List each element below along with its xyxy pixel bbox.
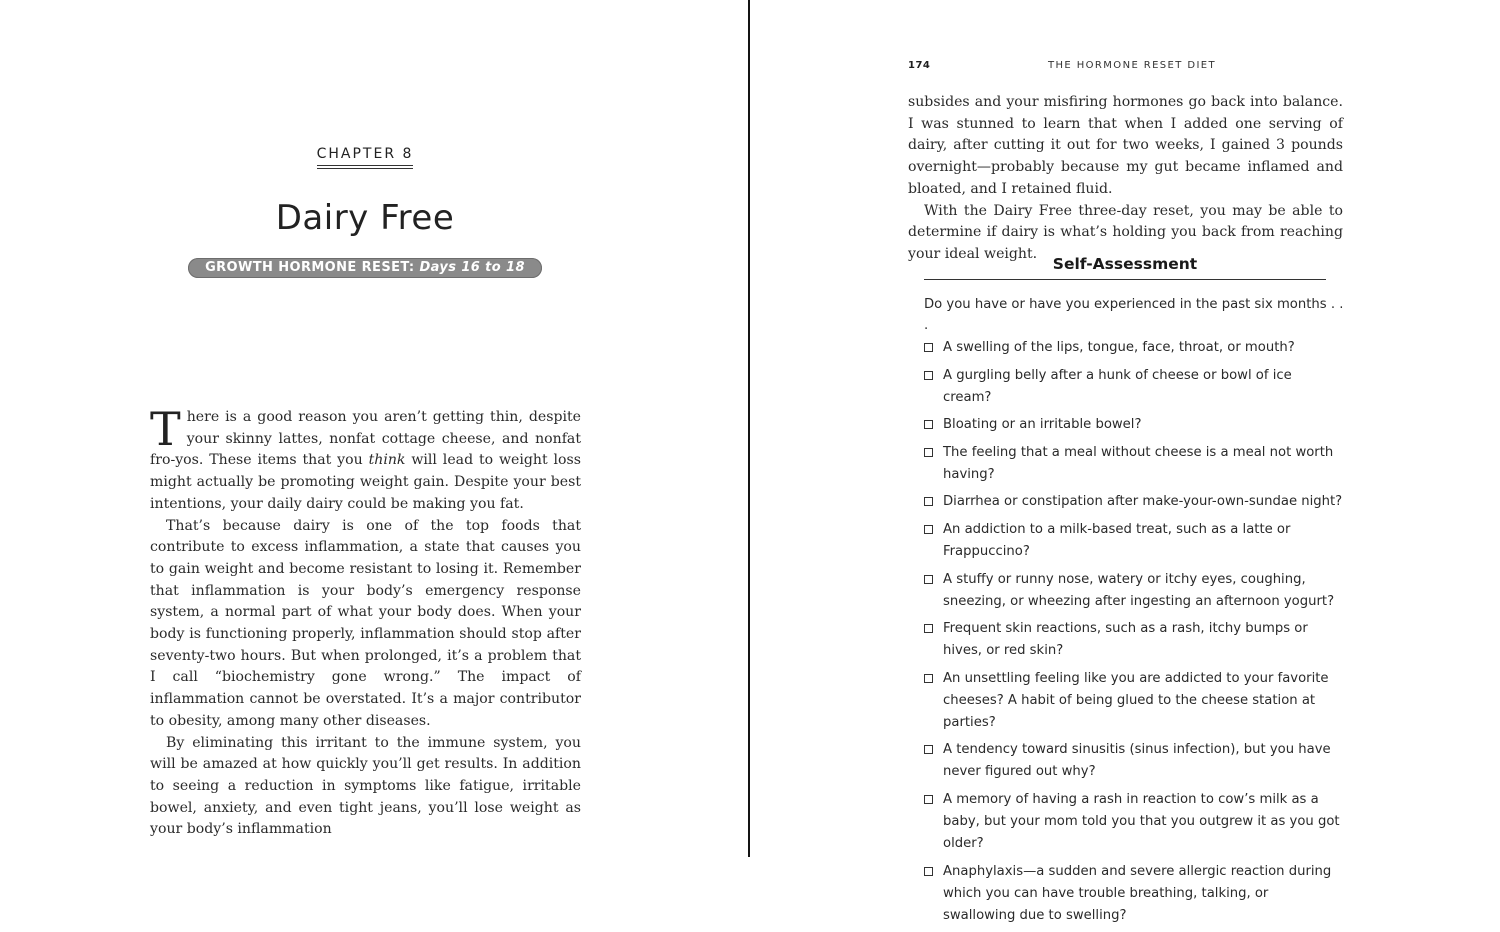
checklist-item-text: A tendency toward sinusitis (sinus infection), but you have never figured out why? xyxy=(943,742,1331,780)
checkbox-icon[interactable] xyxy=(924,745,933,754)
chapter-title: Dairy Free xyxy=(275,198,455,238)
reset-banner xyxy=(188,258,542,278)
checklist-item-text: An addiction to a milk-based treat, such as a latte or Frappuccino? xyxy=(943,521,1291,559)
checkbox-icon[interactable] xyxy=(924,867,933,876)
running-head xyxy=(908,60,1343,74)
chapter-label xyxy=(150,146,580,169)
right-body-text xyxy=(908,92,1343,266)
paragraph-1-text-a: here is a good reason you aren’t getting thin, despite your skinny lattes, nonfat cottage cheese, and nonfat fro-yos. These items that you xyxy=(150,409,581,469)
checklist-item xyxy=(924,365,1344,409)
checkbox-icon[interactable] xyxy=(924,575,933,584)
self-assessment-title: Self-Assessment xyxy=(924,255,1326,280)
checklist-item-text: A stuffy or runny nose, watery or itchy eyes, coughing, sneezing, or wheezing after ingesting an afternoon yogurt? xyxy=(943,571,1335,609)
checklist-item-text: A swelling of the lips, tongue, face, throat, or mouth? xyxy=(943,340,1295,355)
checkbox-icon[interactable] xyxy=(924,371,933,380)
right-paragraph-1: subsides and your misfiring hormones go back into balance. I was stunned to learn that when I added one serving of dairy, after cutting it out for two weeks, I gained 3 pounds overnight—probably because my gut became inflamed and bloated, and I retained fluid. xyxy=(908,94,1343,197)
checkbox-icon[interactable] xyxy=(924,420,933,429)
self-assessment xyxy=(924,255,1344,932)
page-gutter xyxy=(748,0,750,857)
checklist-item xyxy=(924,337,1344,359)
drop-cap: T xyxy=(150,402,181,456)
right-paragraph-2: With the Dairy Free three-day reset, you may be able to determine if dairy is what’s holding you back from reaching your ideal weight. xyxy=(908,202,1343,262)
checkbox-icon[interactable] xyxy=(924,448,933,457)
checklist-item-text: Bloating or an irritable bowel? xyxy=(943,417,1142,433)
reset-banner-days: Days 16 to 18 xyxy=(419,260,525,275)
checklist-item xyxy=(924,739,1344,783)
left-paragraph-2: That’s because dairy is one of the top foods that contribute to excess inflammation, a state that causes you to gain weight and become resistant to losing it. Remember that inflammation is your body’s emergency response system, a normal part of what your body does. When your body is functioning properly, inflammation should stop after seventy-two hours. But when prolonged, it’s a problem that I call “biochemistry gone wrong.” The impact of inflammation cannot be overstated. It’s a major contributor to obesity, among many other diseases. xyxy=(150,517,581,729)
checklist-item xyxy=(924,569,1344,613)
checklist-item-text: Frequent skin reactions, such as a rash, itchy bumps or hives, or red skin? xyxy=(943,621,1308,659)
checkbox-icon[interactable] xyxy=(924,343,933,352)
checklist-item xyxy=(924,519,1344,563)
reset-banner-prefix: GROWTH HORMONE RESET: xyxy=(205,260,415,275)
paragraph-1-italic: think xyxy=(368,452,406,469)
checklist xyxy=(924,337,1344,927)
left-paragraph-3: By eliminating this irritant to the immune system, you will be amazed at how quickly you’ll get results. In addition to seeing a reduction in symptoms like fatigue, irritable bowel, anxiety, and even tight jeans, you’ll lose weight as your body’s inflammation xyxy=(150,734,581,838)
checklist-item-text: An unsettling feeling like you are addicted to your favorite cheeses? A habit of being glued to the cheese station at parties? xyxy=(943,670,1329,730)
checklist-item xyxy=(924,491,1344,513)
checklist-item xyxy=(924,668,1344,734)
chapter-label-text: CHAPTER 8 xyxy=(317,146,414,169)
checklist-item-text: The feeling that a meal without cheese is a meal not worth having? xyxy=(943,444,1334,482)
left-body-text xyxy=(150,402,582,841)
checklist-item xyxy=(924,414,1344,436)
left-paragraph-1 xyxy=(150,402,582,516)
page-number: 174 xyxy=(908,60,931,71)
checklist-item xyxy=(924,789,1344,855)
checkbox-icon[interactable] xyxy=(924,624,933,633)
checklist-item xyxy=(924,861,1344,927)
checklist-item xyxy=(924,442,1344,486)
checkbox-icon[interactable] xyxy=(924,674,933,683)
checkbox-icon[interactable] xyxy=(924,525,933,534)
checklist-item-text: Anaphylaxis—a sudden and severe allergic reaction during which you can have trouble breathing, talking, or swallowing due to swelling? xyxy=(943,863,1332,923)
checklist-item-text: Diarrhea or constipation after make-your-own-sundae night? xyxy=(943,494,1343,510)
checklist-item xyxy=(924,618,1344,662)
self-assessment-intro: Do you have or have you experienced in the past six months . . . xyxy=(924,297,1344,333)
checkbox-icon[interactable] xyxy=(924,497,933,506)
checkbox-icon[interactable] xyxy=(924,795,933,804)
running-head-title: THE HORMONE RESET DIET xyxy=(1048,60,1217,71)
checklist-item-text: A gurgling belly after a hunk of cheese or bowl of ice cream? xyxy=(943,367,1292,405)
checklist-item-text: A memory of having a rash in reaction to cow’s milk as a baby, but your mom told you that you outgrew it as you got older? xyxy=(943,791,1340,851)
paragraph-1-text-b: will lead to weight loss might actually be promoting weight gain. Despite your best intentions, your daily dairy could be making you fat. xyxy=(150,452,582,512)
